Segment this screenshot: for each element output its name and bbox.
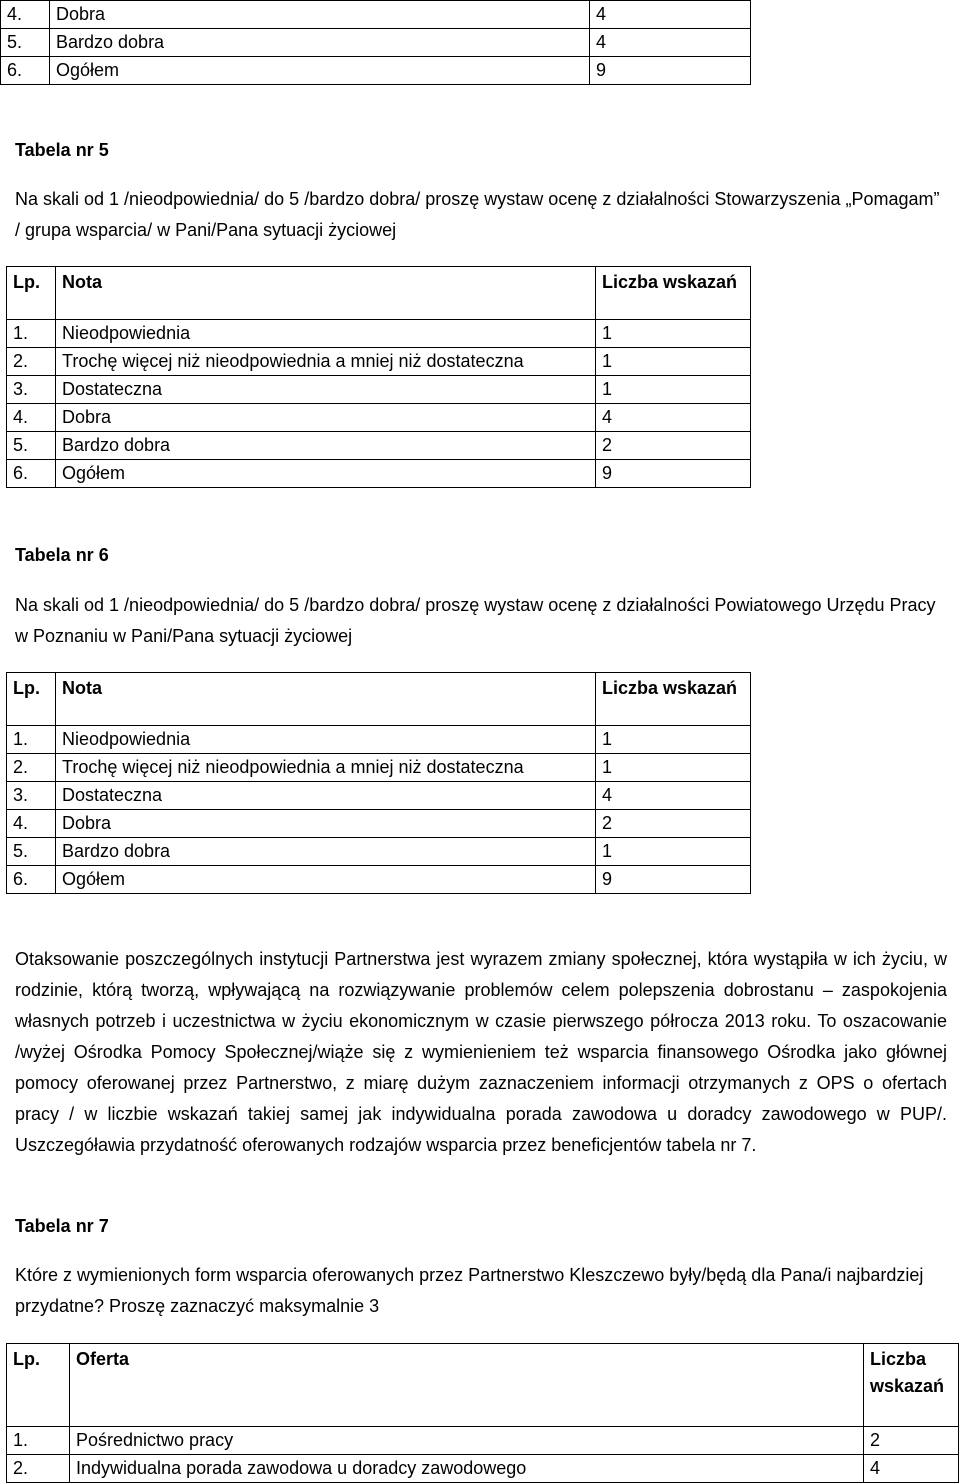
row-lp: 4. [1, 1, 50, 29]
row-count: 2 [596, 810, 751, 838]
row-offer: Pośrednictwo pracy [70, 1427, 864, 1455]
row-nota: Dostateczna [56, 376, 596, 404]
row-count: 1 [596, 838, 751, 866]
row-count: 4 [596, 404, 751, 432]
row-nota: Nieodpowiednia [56, 726, 596, 754]
header-offer: Oferta [70, 1344, 864, 1427]
table-row [7, 348, 751, 376]
header-lp: Lp. [7, 267, 56, 320]
header-count: Liczba wskazań [596, 673, 751, 726]
row-lp: 6. [7, 460, 56, 488]
header-nota: Nota [56, 267, 596, 320]
row-lp: 6. [7, 866, 56, 894]
table-row [7, 726, 751, 754]
header-lp: Lp. [7, 1344, 70, 1427]
table-row [1, 57, 751, 85]
row-count: 4 [590, 29, 751, 57]
row-count: 1 [596, 754, 751, 782]
table-7-heading: Tabela nr 7 [15, 1216, 109, 1236]
row-count: 9 [590, 57, 751, 85]
row-nota: Dobra [56, 404, 596, 432]
row-lp: 6. [1, 57, 50, 85]
table-6 [6, 672, 751, 894]
table-row [7, 320, 751, 348]
row-lp: 4. [7, 810, 56, 838]
row-lp: 5. [1, 29, 50, 57]
header-lp: Lp. [7, 673, 56, 726]
row-nota: Ogółem [56, 460, 596, 488]
table-header-row [7, 267, 751, 320]
row-nota: Dobra [50, 1, 590, 29]
table-5-question: Na skali od 1 /nieodpowiednia/ do 5 /bardzo dobra/ proszę wystaw ocenę z działalności Stowarzyszenia „Pomagam” / grupa wsparcia/ w Pani/Pana sytuacji życiowej [15, 189, 940, 240]
row-lp: 1. [7, 1427, 70, 1455]
row-nota: Bardzo dobra [56, 432, 596, 460]
row-lp: 3. [7, 782, 56, 810]
table-row [7, 1455, 959, 1483]
row-nota: Ogółem [56, 866, 596, 894]
table-7-question: Które z wymienionych form wsparcia oferowanych przez Partnerstwo Kleszczewo były/będą dla Pana/i najbardziej przydatne? Proszę zaznaczyć maksymalnie 3 [15, 1265, 924, 1316]
table-row [7, 376, 751, 404]
row-lp: 2. [7, 754, 56, 782]
table-6-question: Na skali od 1 /nieodpowiednia/ do 5 /bardzo dobra/ proszę wystaw ocenę z działalności Powiatowego Urzędu Pracy w Poznaniu w Pani/Pana sytuacji życiowej [15, 595, 936, 646]
row-count: 1 [596, 376, 751, 404]
table-row [7, 432, 751, 460]
row-count: 1 [596, 320, 751, 348]
row-lp: 1. [7, 320, 56, 348]
row-count: 2 [864, 1427, 959, 1455]
table-header-row [7, 673, 751, 726]
table-5 [6, 266, 751, 488]
table-row [7, 838, 751, 866]
table-row [7, 754, 751, 782]
header-count: Liczba wskazań [596, 267, 751, 320]
row-lp: 2. [7, 1455, 70, 1483]
table-row [1, 1, 751, 29]
row-count: 4 [590, 1, 751, 29]
row-lp: 5. [7, 432, 56, 460]
row-lp: 1. [7, 726, 56, 754]
table-header-row [7, 1344, 959, 1427]
row-nota: Trochę więcej niż nieodpowiednia a mniej niż dostateczna [56, 348, 596, 376]
row-count: 2 [596, 432, 751, 460]
row-nota: Trochę więcej niż nieodpowiednia a mniej niż dostateczna [56, 754, 596, 782]
table-4-continuation [0, 0, 751, 85]
row-count: 1 [596, 348, 751, 376]
row-nota: Ogółem [50, 57, 590, 85]
row-offer: Indywidualna porada zawodowa u doradcy zawodowego [70, 1455, 864, 1483]
row-lp: 5. [7, 838, 56, 866]
table-6-heading: Tabela nr 6 [15, 545, 109, 565]
table-row [7, 866, 751, 894]
table-row [1, 29, 751, 57]
row-nota: Dobra [56, 810, 596, 838]
row-nota: Bardzo dobra [50, 29, 590, 57]
row-count: 1 [596, 726, 751, 754]
table-row [7, 404, 751, 432]
table-row [7, 810, 751, 838]
header-nota: Nota [56, 673, 596, 726]
row-nota: Dostateczna [56, 782, 596, 810]
table-row [7, 460, 751, 488]
table-5-heading: Tabela nr 5 [15, 140, 109, 160]
row-nota: Nieodpowiednia [56, 320, 596, 348]
row-count: 4 [864, 1455, 959, 1483]
table-row [7, 782, 751, 810]
row-count: 9 [596, 460, 751, 488]
header-count: Liczba wskazań [864, 1344, 959, 1427]
table-row [7, 1427, 959, 1455]
row-lp: 3. [7, 376, 56, 404]
summary-paragraph: Otaksowanie poszczególnych instytucji Partnerstwa jest wyrazem zmiany społecznej, która wystąpiła w ich życiu, w rodzinie, którą tworzą, wpływającą na rozwiązywanie problemów celem polepszenia dobrostanu – zaspokojenia własnych potrzeb i uczestnictwa w życiu ekonomicznym w czasie pierwszego półrocza 2013 roku. To oszacowanie /wyżej Ośrodka Pomocy Społecznej/wiąże się z wymienieniem też wsparcia finansowego Ośrodka jako głównej pomocy oferowanej przez Partnerstwo, z miarę dużym zaznaczeniem informacji otrzymanych z OPS o ofertach pracy / w liczbie wskazań takiej samej jak indywidualna porada zawodowa u doradcy zawodowego w PUP/. Uszczegóławia przydatność oferowanych rodzajów wsparcia przez beneficjentów tabela nr 7. [15, 949, 947, 1155]
row-lp: 2. [7, 348, 56, 376]
row-lp: 4. [7, 404, 56, 432]
row-count: 4 [596, 782, 751, 810]
row-count: 9 [596, 866, 751, 894]
table-7 [6, 1343, 959, 1483]
row-nota: Bardzo dobra [56, 838, 596, 866]
